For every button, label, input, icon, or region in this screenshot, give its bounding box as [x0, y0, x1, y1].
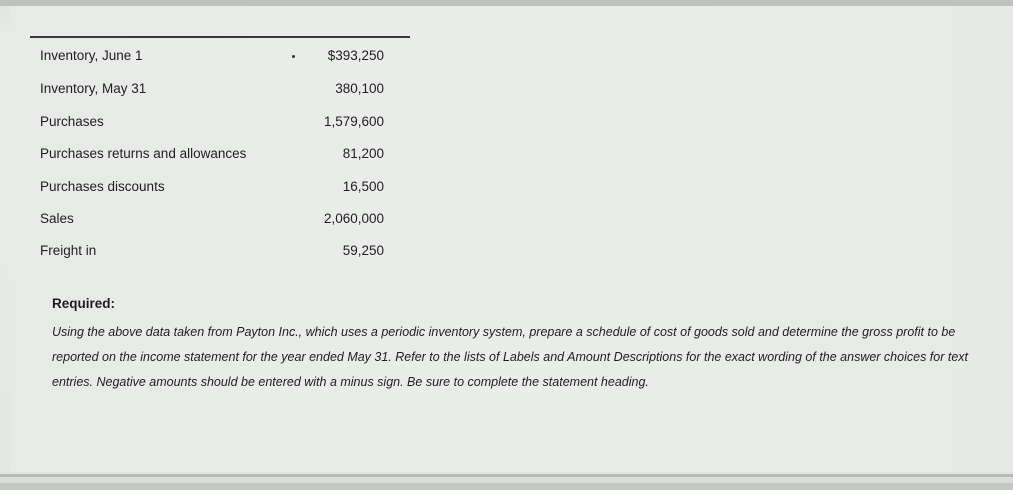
table-row	[30, 110, 410, 134]
table-row	[30, 44, 410, 68]
row-label-purchases-discounts: Purchases discounts	[40, 179, 165, 194]
bottom-strip	[0, 483, 1013, 490]
row-value-freight-in: 59,250	[342, 243, 384, 258]
table-row	[30, 239, 410, 263]
row-label-purchases-returns: Purchases returns and allowances	[40, 146, 247, 161]
required-heading: Required:	[52, 296, 116, 311]
table-row	[30, 77, 410, 101]
row-value-purchases-discounts: 16,500	[342, 179, 384, 194]
table-row	[30, 175, 410, 199]
row-label-freight-in: Freight in	[40, 243, 97, 258]
row-label-inventory-may: Inventory, May 31	[40, 81, 147, 96]
row-value-inventory-june: $393,250	[327, 48, 384, 63]
required-instructions: Using the above data taken from Payton Inc., which uses a periodic inventory system, prepare a schedule of cost of goods sold and determine the gross profit to be reported on the income statement for the year ended May 31. Refer to the lists of Labels and Amount Descriptions for the exact wording of the answer choices for text entries. Negative amounts should be entered with a minus sign. Be sure to complete the statement heading.	[52, 325, 968, 389]
table-row	[30, 142, 410, 166]
bottom-divider	[0, 474, 1013, 477]
row-label-sales: Sales	[40, 211, 74, 226]
row-value-purchases: 1,579,600	[323, 114, 384, 129]
row-value-sales: 2,060,000	[323, 211, 384, 226]
row-label-purchases: Purchases	[40, 114, 104, 129]
row-marker-dot	[292, 55, 295, 58]
row-label-inventory-june: Inventory, June 1	[40, 48, 143, 63]
table-row	[30, 207, 410, 231]
row-value-purchases-returns: 81,200	[342, 146, 384, 161]
row-value-inventory-may: 380,100	[335, 81, 384, 96]
table-top-rule	[30, 36, 410, 38]
